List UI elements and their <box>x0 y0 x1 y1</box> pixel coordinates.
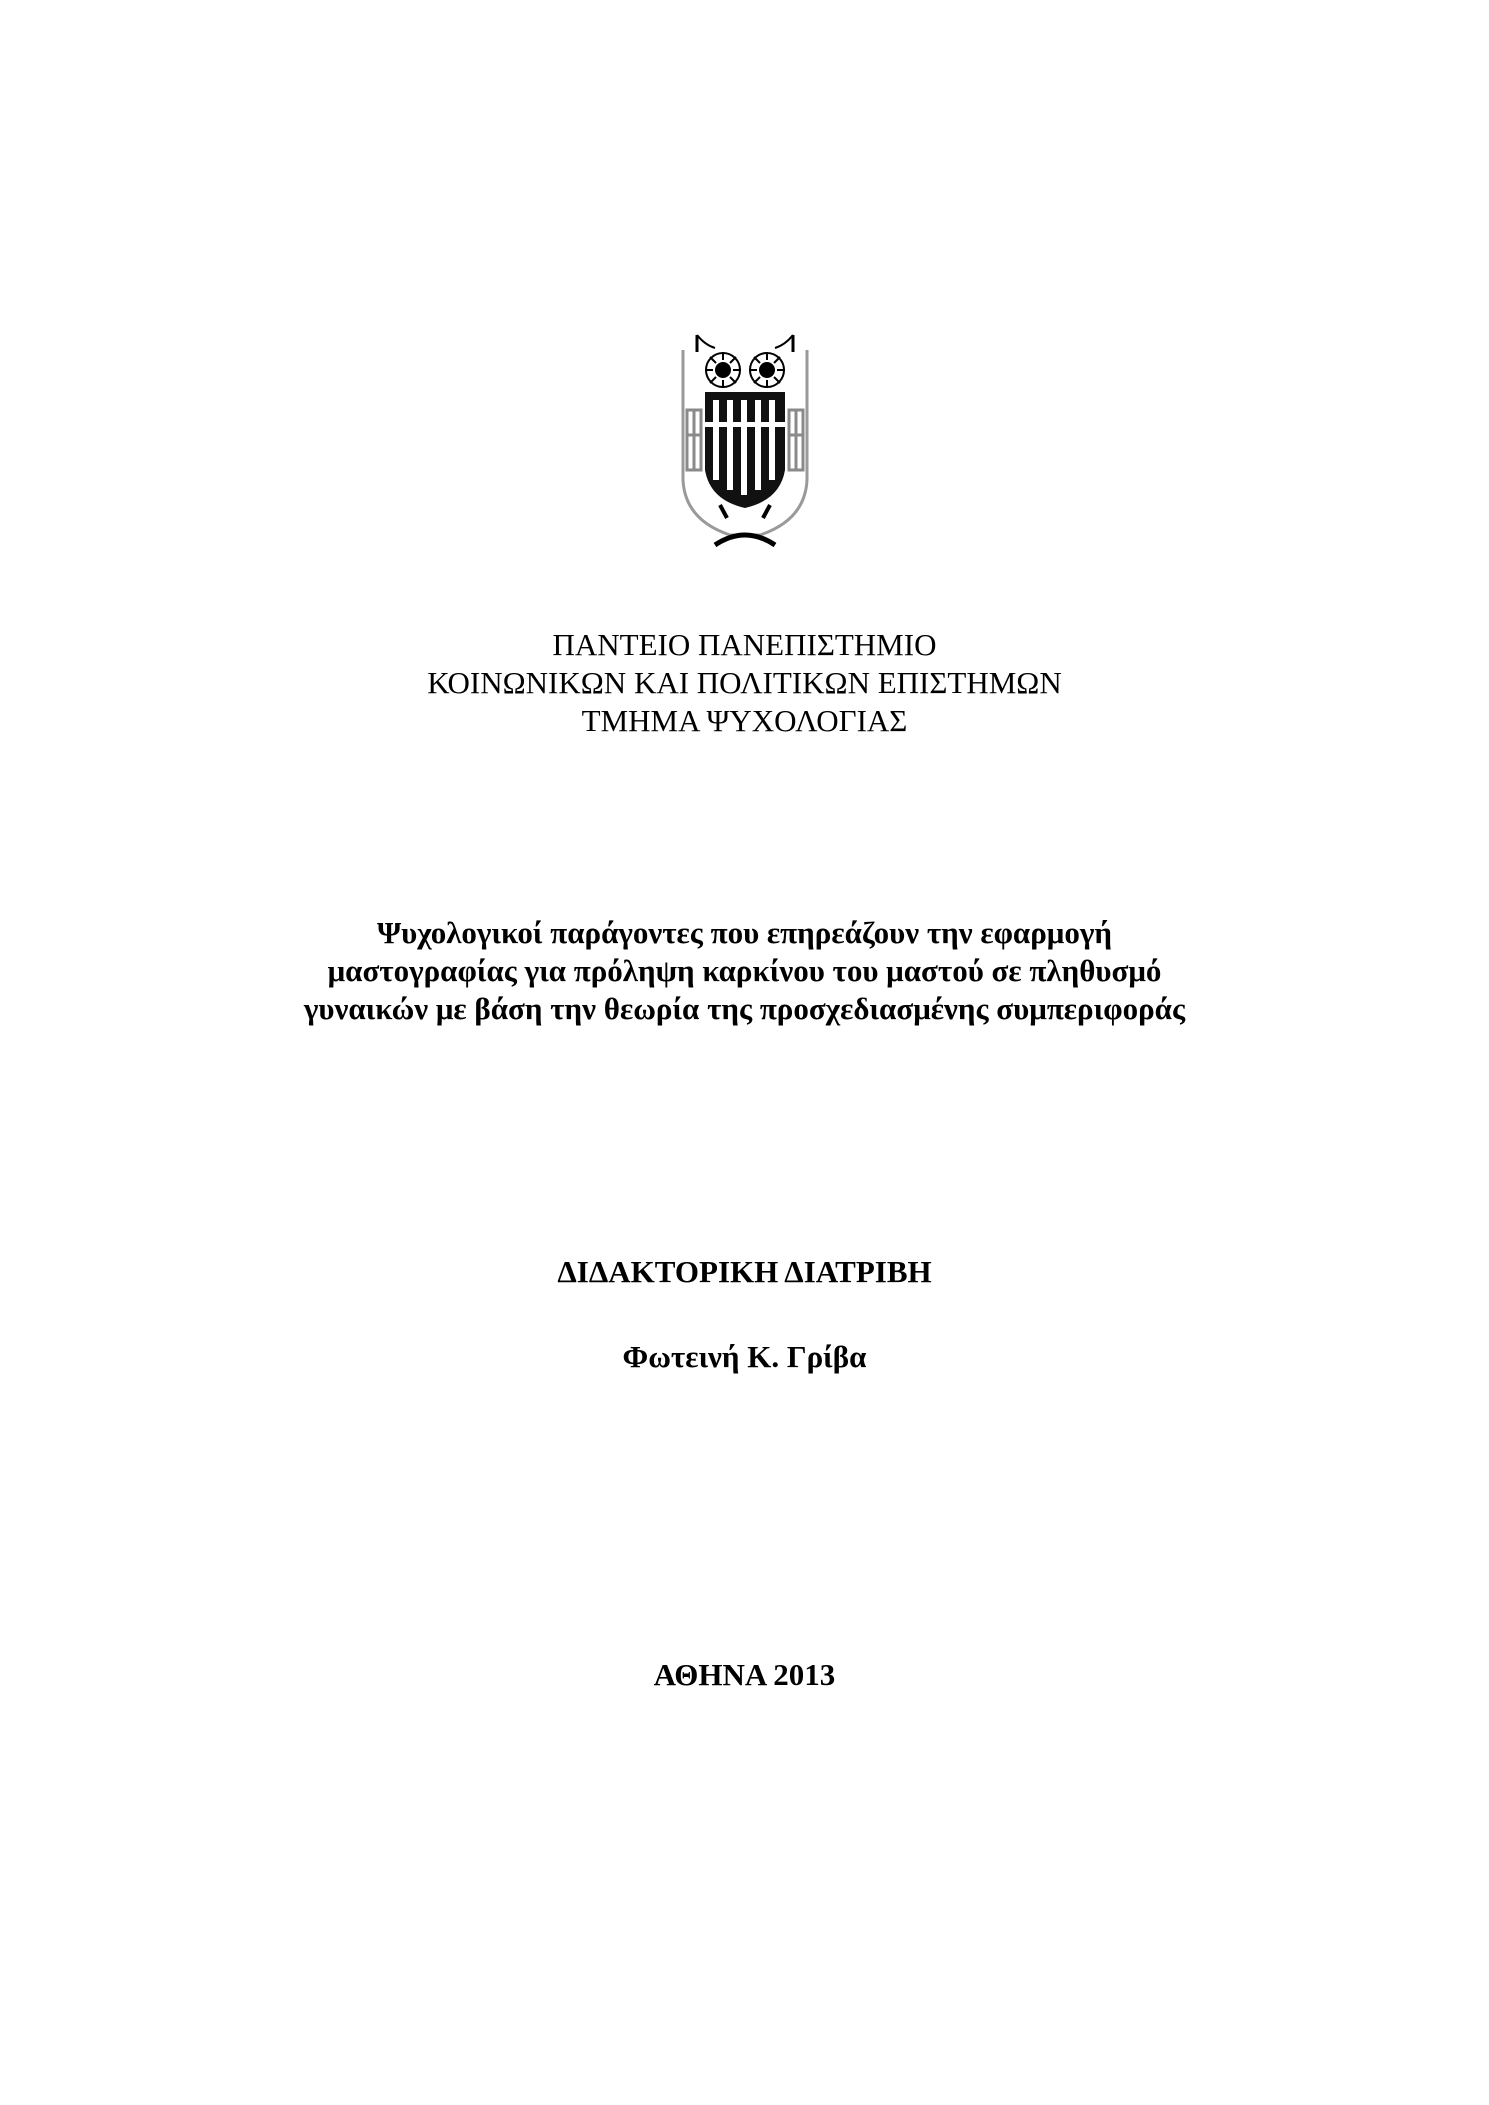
thesis-title-line: Ψυχολογικοί παράγοντες που επηρεάζουν την εφαρμογή <box>377 915 1112 950</box>
university-heading <box>0 626 1489 740</box>
document-type: ΔΙΔΑΚΤΟΡΙΚΗ ΔΙΑΤΡΙΒΗ <box>557 1254 932 1289</box>
university-emblem-icon <box>675 330 815 555</box>
thesis-title-line: μαστογραφίας για πρόληψη καρκίνου του μαστού σε πληθυσμό <box>327 953 1162 988</box>
school-name: ΚΟΙΝΩΝΙΚΩΝ ΚΑΙ ΠΟΛΙΤΙΚΩΝ ΕΠΙΣΤΗΜΩΝ <box>427 665 1062 700</box>
thesis-title <box>0 914 1489 1028</box>
author-name: Φωτεινή Κ. Γρίβα <box>622 1339 867 1374</box>
department-name: ΤΜΗΜΑ ΨΥΧΟΛΟΓΙΑΣ <box>581 703 908 738</box>
thesis-title-line: γυναικών με βάση την θεωρία της προσχεδιασμένης συμπεριφοράς <box>303 991 1186 1026</box>
place-and-year: ΑΘΗΝΑ 2013 <box>653 1657 836 1692</box>
university-name: ΠΑΝΤΕΙΟ ΠΑΝΕΠΙΣΤΗΜΙΟ <box>552 627 937 662</box>
